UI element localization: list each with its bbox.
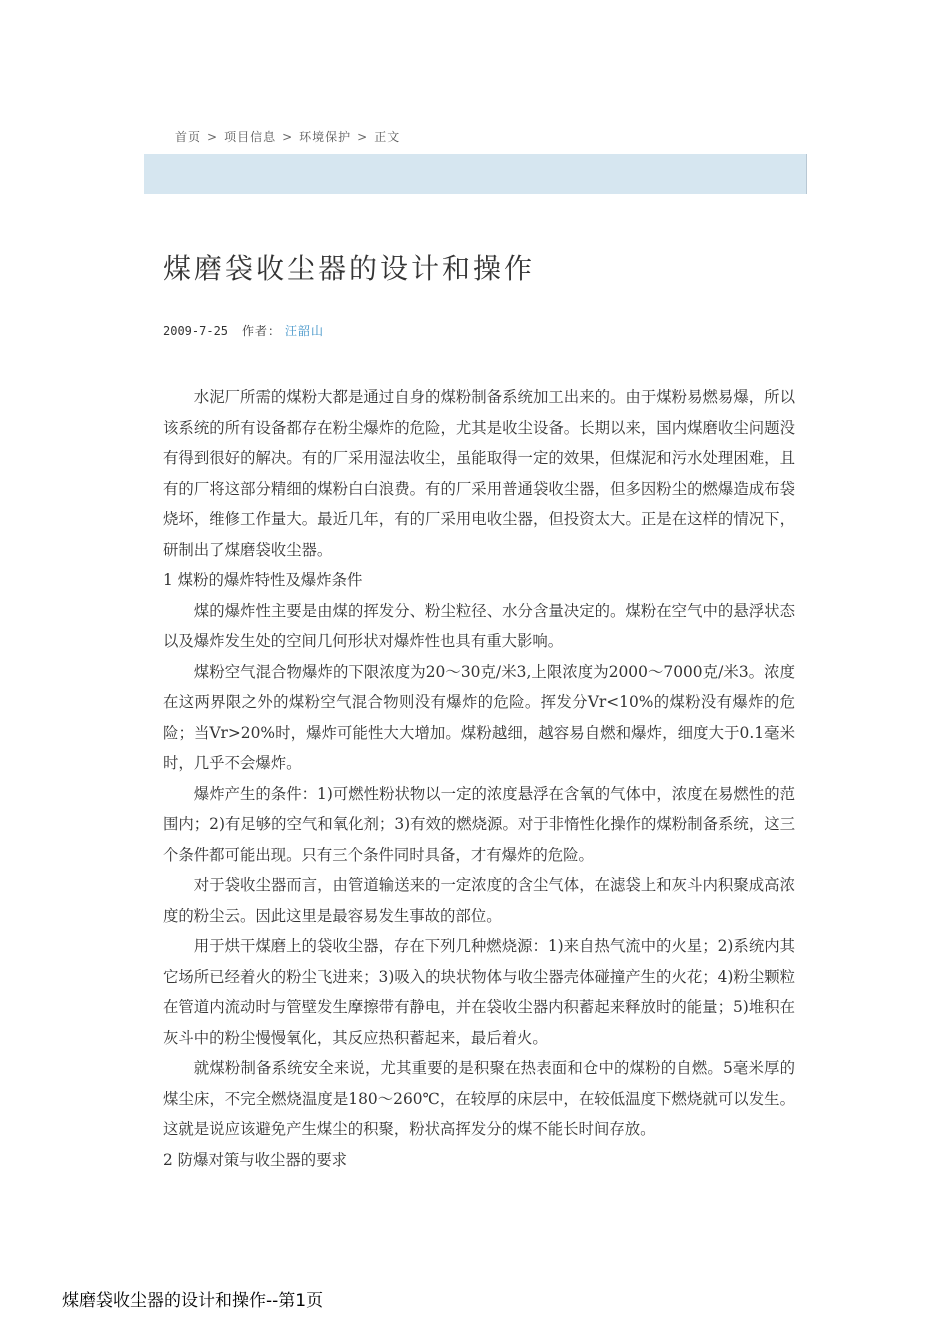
breadcrumb-home[interactable]: 首页 [175, 130, 202, 144]
paragraph: 用于烘干煤磨上的袋收尘器，存在下列几种燃烧源：1)来自热气流中的火星；2)系统内其它场所已经着火的粉尘飞进来；3)吸入的块状物体与收尘器壳体碰撞产生的火花；4)粉尘颗粒在管道内流动时与管壁发生摩擦带有静电，并在袋收尘器内积蓄起来释放时的能量；5)堆积在灰斗中的粉尘慢慢氧化，其反应热积蓄起来，最后着火。 [163, 937, 795, 1047]
breadcrumb-separator-icon: > [357, 129, 369, 144]
paragraph: 就煤粉制备系统安全来说，尤其重要的是积聚在热表面和仓中的煤粉的自燃。5毫米厚的煤尘床，不完全燃烧温度是180～260℃，在较厚的床层中，在较低温度下燃烧就可以发生。这就是说应该避免产生煤尘的积聚，粉状高挥发分的煤不能长时间存放。 [163, 1059, 795, 1138]
article-body [163, 382, 795, 1175]
paragraph: 对于袋收尘器而言，由管道输送来的一定浓度的含尘气体，在滤袋上和灰斗内积聚成高浓度的粉尘云。因此这里是最容易发生事故的部位。 [163, 876, 795, 925]
paragraph: 爆炸产生的条件：1)可燃性粉状物以一定的浓度悬浮在含氧的气体中，浓度在易燃性的范围内；2)有足够的空气和氧化剂；3)有效的燃烧源。对于非惰性化操作的煤粉制备系统，这三个条件都可能出现。只有三个条件同时具备，才有爆炸的危险。 [163, 784, 795, 864]
breadcrumb [175, 128, 400, 145]
paragraph: 煤粉空气混合物爆炸的下限浓度为20～30克/米3,上限浓度为2000～7000克/米3。浓度在这两界限之外的煤粉空气混合物则没有爆炸的危险。挥发分Vr<10%的煤粉没有爆炸的危险；当Vr>20%时，爆炸可能性大大增加。煤粉越细，越容易自燃和爆炸，细度大于0.1毫米时，几乎不会爆炸。 [163, 662, 795, 772]
author-label: 作者： [242, 324, 282, 338]
author-link[interactable]: 汪韶山 [285, 324, 325, 338]
section-heading-2: 2 防爆对策与收尘器的要求 [163, 1150, 347, 1169]
breadcrumb-environment[interactable]: 环境保护 [299, 130, 352, 144]
breadcrumb-separator-icon: > [207, 129, 219, 144]
article-title: 煤磨袋收尘器的设计和操作 [163, 252, 536, 285]
article-date: 2009-7-25 [163, 324, 229, 338]
page-footer: 煤磨袋收尘器的设计和操作--第1页 [62, 1291, 324, 1311]
header-banner [144, 154, 807, 194]
breadcrumb-project-info[interactable]: 项目信息 [224, 130, 277, 144]
section-heading-1: 1 煤粉的爆炸特性及爆炸条件 [163, 571, 363, 589]
paragraph-intro: 水泥厂所需的煤粉大都是通过自身的煤粉制备系统加工出来的。由于煤粉易燃易爆，所以该系统的所有设备都存在粉尘爆炸的危险，尤其是收尘设备。长期以来，国内煤磨收尘问题没有得到很好的解决。有的厂采用湿法收尘，虽能取得一定的效果，但煤泥和污水处理困难，且有的厂将这部分精细的煤粉白白浪费。有的厂采用普通袋收尘器，但多因粉尘的燃爆造成布袋烧坏，维修工作量大。最近几年，有的厂采用电收尘器，但投资太大。正是在这样的情况下，研制出了煤磨袋收尘器。 [163, 388, 795, 559]
paragraph: 煤的爆炸性主要是由煤的挥发分、粉尘粒径、水分含量决定的。煤粉在空气中的悬浮状态以及爆炸发生处的空间几何形状对爆炸性也具有重大影响。 [163, 601, 795, 650]
breadcrumb-separator-icon: > [282, 129, 294, 144]
breadcrumb-current: 正文 [374, 130, 401, 144]
article-meta [163, 322, 324, 339]
